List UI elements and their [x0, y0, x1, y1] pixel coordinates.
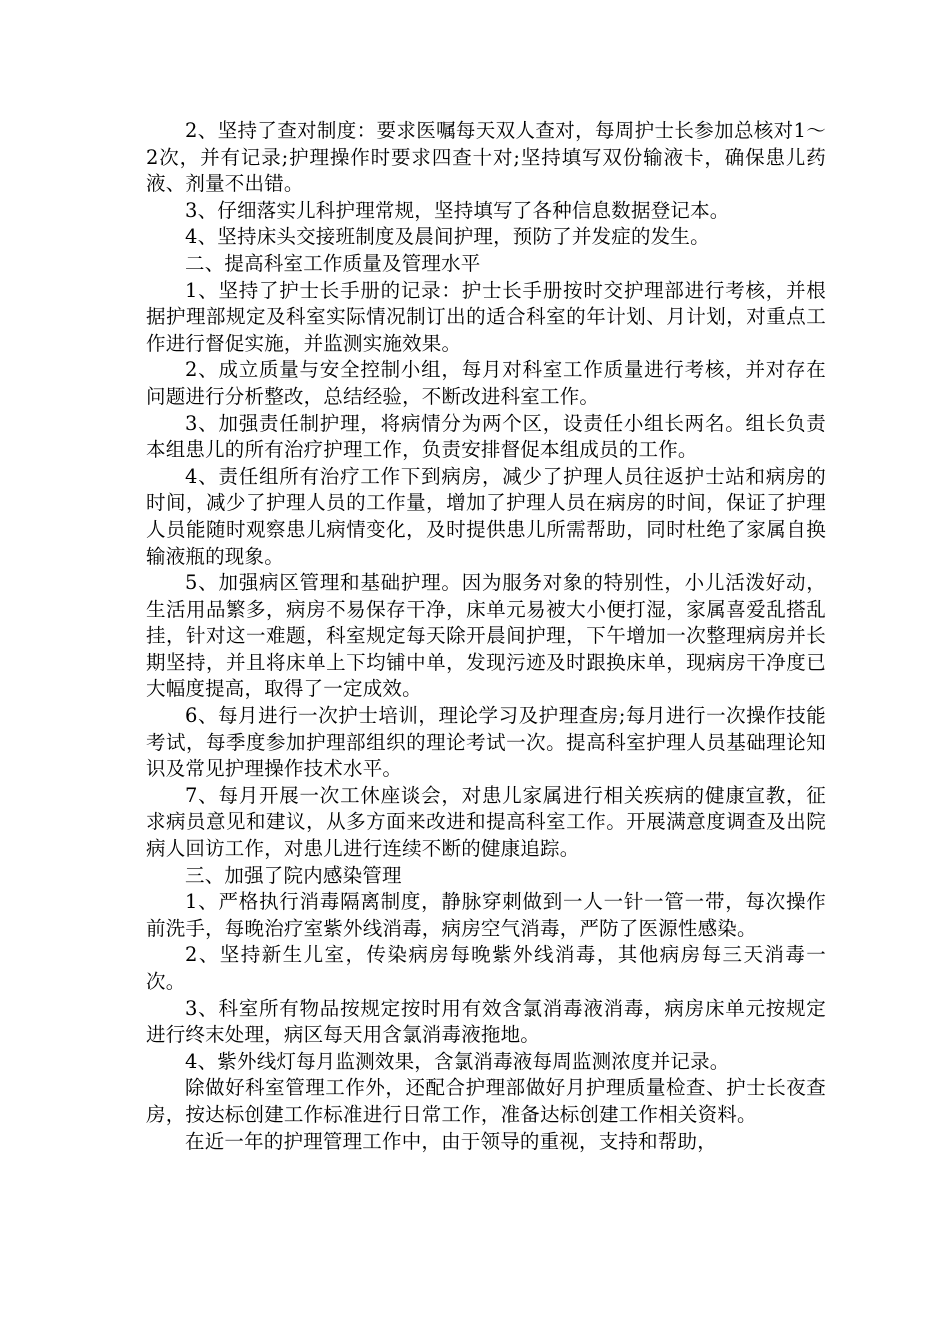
paragraph-quality-control-group: 2、成立质量与安全控制小组，每月对科室工作质量进行考核，并对存在问题进行分析整改，总结经验，不断改进科室工作。	[146, 358, 826, 408]
paragraph-responsibility-nursing: 3、加强责任制护理，将病情分为两个区，设责任小组长两名。组长负责本组患儿的所有治疗护理工作，负责安排督促本组成员的工作。	[146, 411, 826, 462]
paragraph-head-nurse-manual: 1、坚持了护士长手册的记录：护士长手册按时交护理部进行考核，并根据护理部规定及科室实际情况制订出的适合科室的年计划、月计划，对重点工作进行督促实施，并监测实施效果。	[146, 278, 826, 355]
paragraph-check-system: 2、坚持了查对制度：要求医嘱每天双人查对，每周护士长参加总核对1～2次，并有记录;护理操作时要求四查十对;坚持填写双份输液卡，确保患儿药液、剂量不出错。	[146, 119, 826, 196]
paragraph-disinfection-isolation: 1、严格执行消毒隔离制度，静脉穿刺做到一人一针一管一带，每次操作前洗手，每晚治疗室紫外线消毒，病房空气消毒，严防了医源性感染。	[146, 890, 826, 940]
document-page	[146, 118, 826, 1155]
paragraph-monthly-forum: 7、每月开展一次工休座谈会，对患儿家属进行相关疾病的健康宣教，征求病员意见和建议，从多方面来改进和提高科室工作。开展满意度调查及出院病人回访工作，对患儿进行连续不断的健康追踪。	[146, 783, 826, 861]
section-heading-quality: 二、提高科室工作质量及管理水平	[185, 251, 481, 275]
paragraph-chlorine-disinfection: 3、科室所有物品按规定按时用有效含氯消毒液消毒，病房床单元按规定进行终末处理，病区每天用含氯消毒液拖地。	[146, 996, 826, 1047]
paragraph-ward-work: 4、责任组所有治疗工作下到病房，减少了护理人员往返护士站和病房的时间，减少了护理人员的工作量，增加了护理人员在病房的时间，保证了护理人员能随时观察患儿病情变化，及时提供患儿所需帮助，同时杜绝了家属自换输液瓶的现象。	[146, 464, 826, 568]
paragraph-closing: 在近一年的护理管理工作中，由于领导的重视，支持和帮助，	[185, 1129, 717, 1153]
paragraph-cooperation: 除做好科室管理工作外，还配合护理部做好月护理质量检查、护士长夜查房，按达标创建工作标准进行日常工作，准备达标创建工作相关资料。	[146, 1076, 826, 1126]
paragraph-bedside-handover: 4、坚持床头交接班制度及晨间护理，预防了并发症的发生。	[185, 225, 710, 249]
paragraph-monthly-training: 6、每月进行一次护士培训，理论学习及护理查房;每月进行一次操作技能考试，每季度参加护理部组织的理论考试一次。提高科室护理人员基础理论知识及常见护理操作技术水平。	[146, 704, 826, 781]
section-heading-infection: 三、加强了院内感染管理	[185, 863, 402, 887]
paragraph-pediatric-routine: 3、仔细落实儿科护理常规，坚持填写了各种信息数据登记本。	[185, 198, 730, 222]
paragraph-neonatal-room: 2、坚持新生儿室，传染病房每晚紫外线消毒，其他病房每三天消毒一次。	[146, 943, 826, 993]
paragraph-uv-monitoring: 4、紫外线灯每月监测效果，含氯消毒液每周监测浓度并记录。	[185, 1049, 730, 1073]
paragraph-ward-management: 5、加强病区管理和基础护理。因为服务对象的特别性，小儿活泼好动，生活用品繁多，病房不易保存干净，床单元易被大小便打湿，家属喜爱乱搭乱挂，针对这一难题，科室规定每天除开晨间护理，下午增加一次整理病房并长期坚持，并且将床单上下均铺中单，发现污迹及时跟换床单，现病房干净度已大幅度提高，取得了一定成效。	[146, 571, 826, 701]
